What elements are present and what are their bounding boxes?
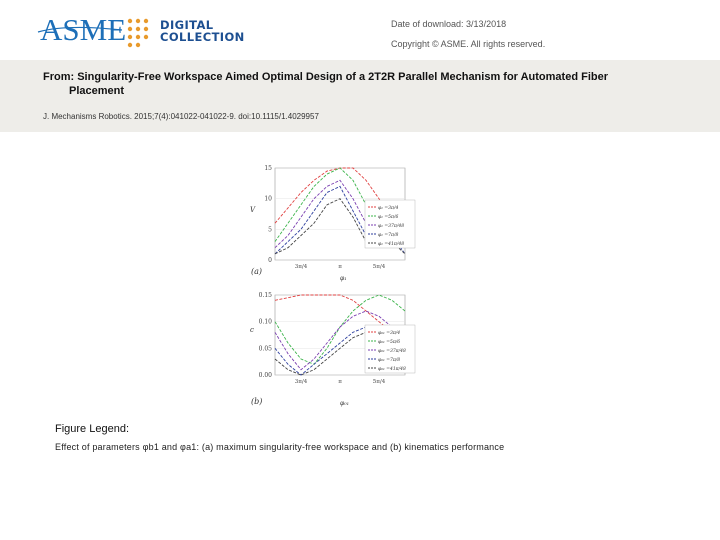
figure-legend-title: Figure Legend: [55,423,129,435]
download-meta [391,14,545,54]
y-tick-label: 5 [268,226,272,234]
legend-entry: φ₁ =41π/48 [378,242,405,247]
legend-entry: φ₁ =5π/6 [378,215,399,220]
article-title[interactable]: From: Singularity-Free Workspace Aimed Optimal Design of a 2T2R Parallel Mechanism for Automated Fiber Placement [43,71,608,97]
panel-a-ylabel: V [250,206,256,214]
x-tick-label: π [338,264,342,270]
panel-a-chart [264,165,415,270]
panel-a-xlabel: φ₁ [340,275,347,282]
panel-b-label: (b) [251,397,263,406]
legend-entry: φ₀₁ =3π/4 [378,331,401,336]
legend-entry: φ₀₁ =7π/8 [378,358,401,363]
y-tick-label: 0 [268,257,272,264]
asme-digital-collection-logo[interactable] [36,10,246,52]
panel-a-label: (a) [251,267,263,276]
x-tick-label: 5π/4 [372,264,386,270]
y-tick-label: 0.00 [258,372,272,379]
legend-entry: φ₁ =3π/4 [378,206,399,211]
figure-legend-text: Effect of parameters φb1 and φa1: (a) maximum singularity-free workspace and (b) kinematics performance [55,442,505,452]
y-tick-label: 0.10 [258,318,272,326]
x-tick-label: 3π/4 [294,379,308,385]
x-tick-label: 3π/4 [294,264,308,270]
y-tick-label: 15 [264,165,272,172]
legend-entry: φ₀₁ =37π/48 [378,349,406,354]
legend-entry: φ₁ =7π/8 [378,233,399,238]
logo-digital-collection: DIGITAL COLLECTION [160,18,245,44]
x-tick-label: 5π/4 [372,379,386,385]
logo-dots-icon [124,16,156,48]
panel-b-ylabel: c [250,326,254,334]
logo-asme-text: ASME [40,12,127,47]
y-tick-label: 10 [264,195,272,203]
legend-entry: φ₀₁ =41π/48 [378,367,406,372]
page-header [0,0,720,60]
journal-citation: J. Mechanisms Robotics. 2015;7(4):041022-041022-9. doi:10.1115/1.4029957 [43,112,319,121]
panel-b-xlabel: φ₀₁ [340,400,350,407]
copyright-notice: Copyright © ASME. All rights reserved. [391,39,546,49]
legend-entry: φ₁ =37π/48 [378,224,405,229]
panel-b-chart [259,292,415,385]
download-date: Date of download: 3/13/2018 [391,19,507,29]
y-tick-label: 0.05 [258,345,272,353]
y-tick-label: 0.15 [258,292,272,299]
x-tick-label: π [338,379,342,385]
figure-image [240,160,490,410]
legend-entry: φ₀₁ =5π/6 [378,340,401,345]
